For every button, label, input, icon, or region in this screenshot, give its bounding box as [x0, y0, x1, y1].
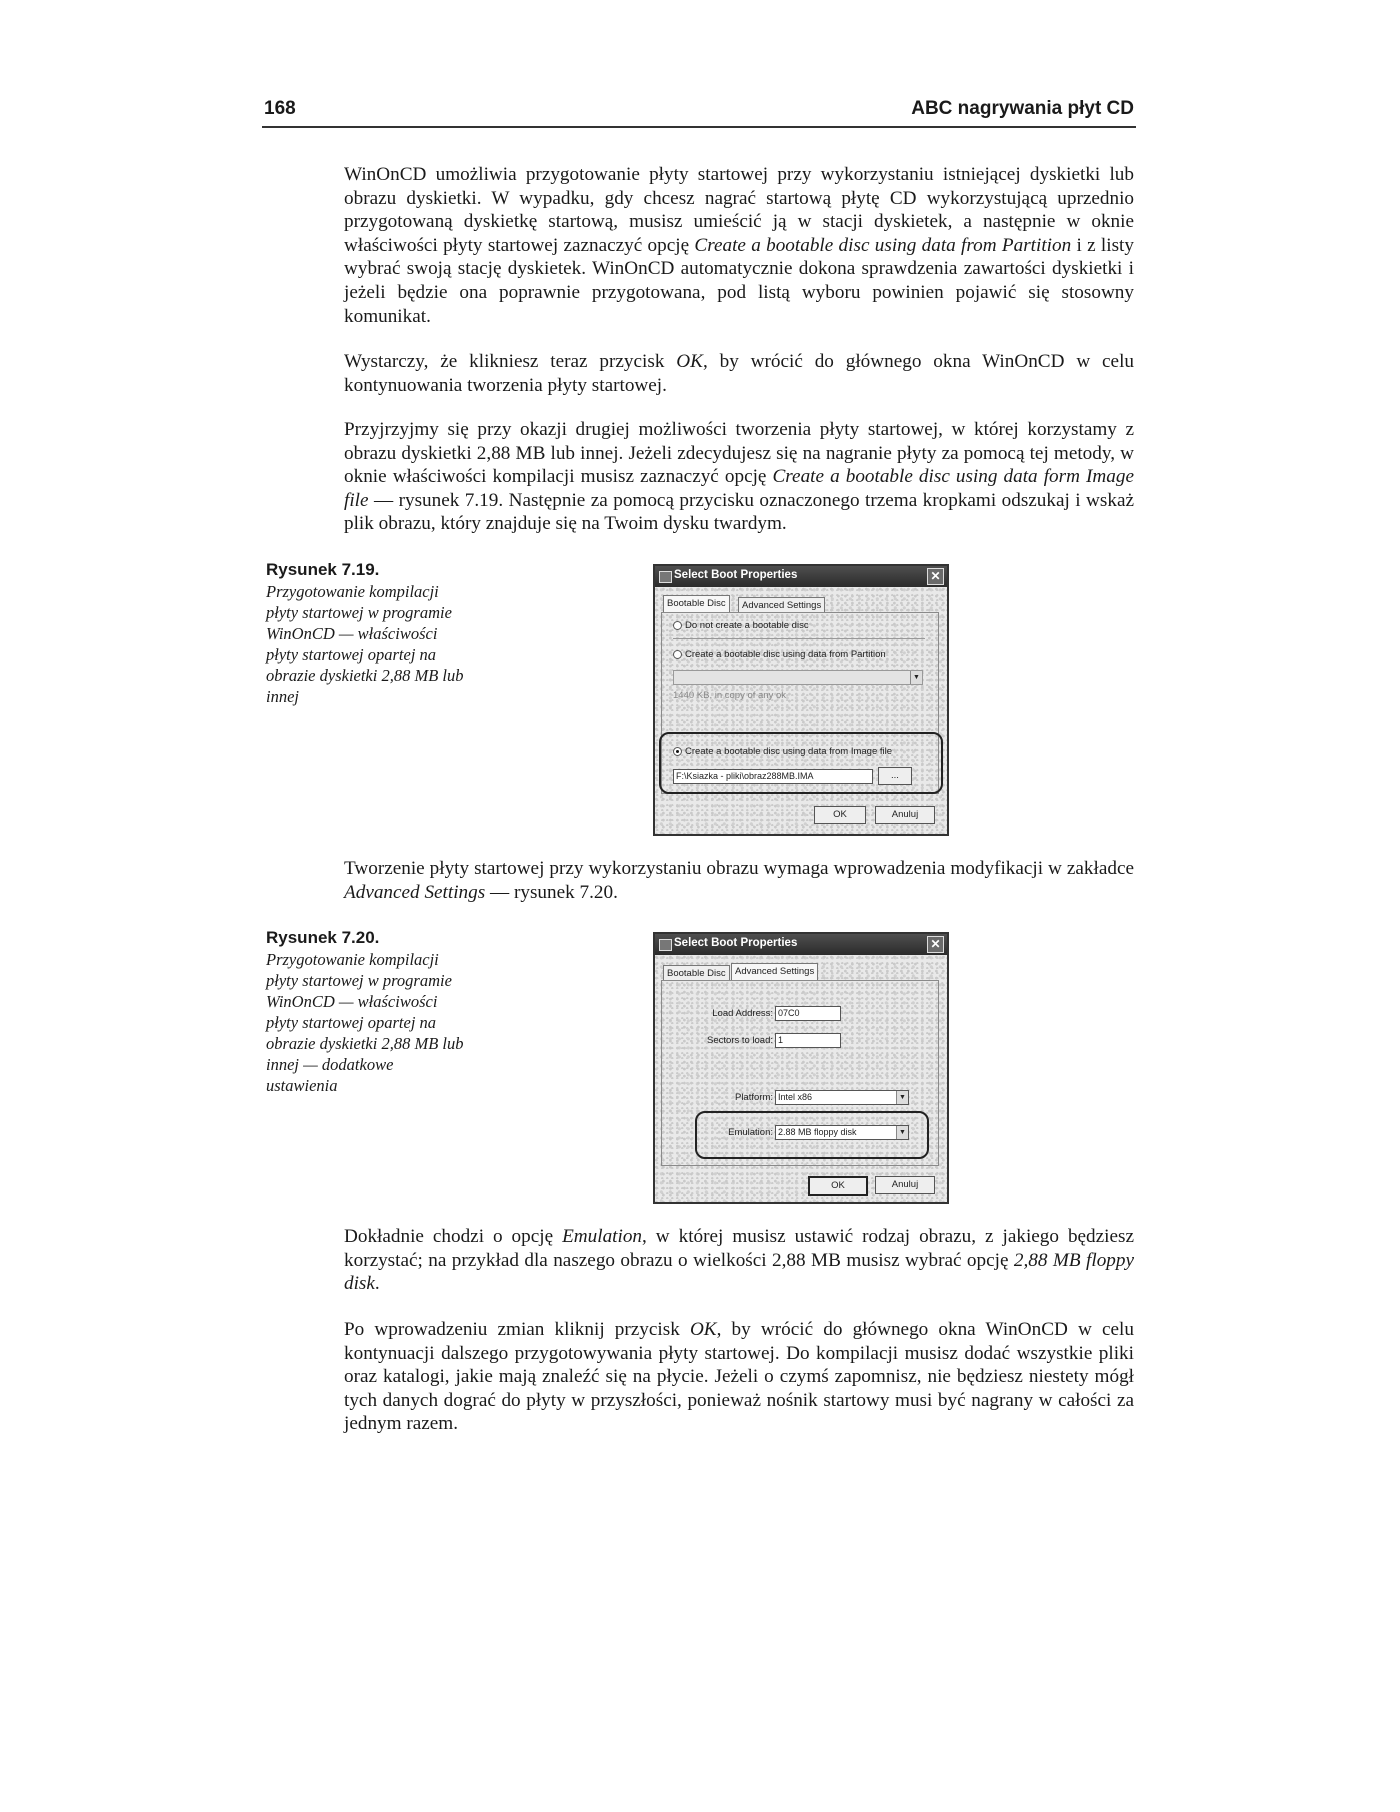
figure-label: Rysunek 7.20.: [266, 928, 380, 947]
close-button[interactable]: ✕: [927, 936, 944, 953]
platform-label: Platform:: [734, 1092, 773, 1103]
tab-advanced-settings[interactable]: Advanced Settings: [738, 597, 825, 613]
platform-select[interactable]: [775, 1090, 909, 1105]
load-address-input[interactable]: 07C0: [775, 1006, 841, 1021]
dialog-titlebar: [655, 566, 947, 587]
ok-button[interactable]: OK: [808, 1176, 868, 1196]
radio-icon: [673, 747, 682, 756]
option-partition[interactable]: [673, 649, 886, 660]
chevron-down-icon: ▼: [910, 671, 922, 684]
text-run: Po wprowadzeniu zmian kliknij przycisk: [344, 1319, 690, 1340]
italic-term: 2,88 MB floppy disk: [344, 1249, 1134, 1295]
boot-properties-dialog: [653, 932, 949, 1204]
dialog-title: Select Boot Properties: [674, 937, 798, 949]
text-run: , by wrócić do głównego okna WinOnCD w celu kontynuowania tworzenia płyty startowej.: [344, 351, 1134, 396]
tab-bootable-disc[interactable]: Bootable Disc: [663, 595, 730, 613]
running-header: [262, 98, 1136, 128]
text-run: , by wrócić do głównego okna WinOnCD w celu kontynuacji dalszego przygotowywania płyty startowej. Do kompilacji musisz dodać wszystkie pliki oraz katalogi, jakie mają znaleźć się na płycie. Jeżeli o czymś zapomnisz, nie będziesz niestety mógł tych danych dograć do płyty w przyszłości, ponieważ nośnik startowy musi być nagrany w całości za jednym razem.: [344, 1319, 1134, 1435]
text-run: , w której musisz ustawić rodzaj obrazu, z jakiego będziesz korzystać; na przykład dla naszego obrazu o wielkości 2,88 MB musisz wybrać opcję: [344, 1226, 1134, 1271]
figure-caption: [266, 560, 466, 707]
text-run: i z listy wybrać swoją stację dyskietek. WinOnCD automatycznie dokona sprawdzenia zawartości dyskietki i jeżeli będzie ona poprawnie przygotowana, pod listą wyboru powinien pojawić się stosowny komunikat.: [344, 234, 1134, 327]
italic-term: OK: [676, 351, 703, 372]
text-run: — rysunek 7.20.: [485, 881, 618, 903]
emulation-value: 2.88 MB floppy disk: [778, 1127, 857, 1137]
paragraph: [344, 418, 1134, 536]
tab-advanced-settings[interactable]: Advanced Settings: [731, 963, 818, 981]
boot-properties-dialog: [653, 564, 949, 836]
window-icon: [659, 571, 672, 583]
italic-term: Advanced Settings: [344, 881, 486, 903]
option-label: Do not create a bootable disc: [685, 620, 809, 631]
partition-info: 1440 KB, in copy of any ok: [673, 690, 787, 701]
paragraph: [344, 163, 1134, 328]
chevron-down-icon: ▼: [896, 1091, 908, 1104]
radio-icon: [673, 650, 682, 659]
emulation-label: Emulation:: [728, 1127, 773, 1138]
radio-icon: [673, 621, 682, 630]
text-run: Dokładnie chodzi o opcję: [344, 1226, 563, 1247]
cancel-button[interactable]: Anuluj: [875, 1176, 935, 1194]
browse-button[interactable]: ...: [878, 767, 912, 785]
text-run: WinOnCD umożliwia przygotowanie płyty startowej przy wykorzystaniu istniejącej dyskietki lub obrazu dyskietki. W wypadku, gdy chcesz nagrać startową płytę CD wykorzystującą uprzednio przygotowaną dyskietkę startową, musisz umieścić ją w stacji dyskietek, a następnie w oknie właściwości płyty startowej zaznaczyć opcję: [344, 164, 1134, 256]
option-label: Create a bootable disc using data from Partition: [685, 649, 886, 660]
text-run: Przyjrzyjmy się przy okazji drugiej możliwości tworzenia płyty startowej, w której korzystamy z obrazu dyskietki 2,88 MB lub innej. Jeżeli zdecydujesz się na nagranie płyty za pomocą tej metody, w oknie właściwości kompilacji musisz zaznaczyć opcję: [344, 419, 1134, 488]
option-image-file[interactable]: [673, 746, 892, 757]
dialog-title: Select Boot Properties: [674, 569, 798, 581]
sectors-to-load-input[interactable]: 1: [775, 1033, 841, 1048]
figure-caption: [266, 928, 466, 1096]
italic-term: Emulation: [562, 1226, 643, 1247]
tab-bootable-disc[interactable]: Bootable Disc: [663, 965, 730, 981]
text-run: .: [374, 1273, 380, 1295]
platform-value: Intel x86: [778, 1092, 813, 1102]
text-run: Wystarczy, że klikniesz teraz przycisk: [344, 351, 677, 372]
ok-button[interactable]: OK: [814, 806, 866, 824]
close-button[interactable]: ✕: [927, 568, 944, 585]
italic-term: OK: [689, 1319, 717, 1340]
figure-caption-text: Przygotowanie kompilacji płyty startowej w programie WinOnCD — właściwości płyty startowej opartej na obrazie dyskietki 2,88 MB lub innej — dodatkowe ustawienia: [266, 950, 464, 1095]
text-run: Tworzenie płyty startowej przy wykorzystaniu obrazu wymaga wprowadzenia modyfikacji w zakładce: [344, 858, 1134, 879]
book-title: ABC nagrywania płyt CD: [911, 98, 1134, 119]
dialog-titlebar: [655, 934, 947, 955]
page-number: 168: [264, 98, 296, 119]
divider: [673, 638, 925, 639]
partition-select[interactable]: [673, 670, 923, 685]
figure-caption-text: Przygotowanie kompilacji płyty startowej w programie WinOnCD — właściwości płyty startowej opartej na obrazie dyskietki 2,88 MB lub innej: [266, 582, 464, 706]
image-path-field[interactable]: F:\Ksiazka - pliki\obraz288MB.IMA: [673, 769, 873, 784]
text-run: — rysunek 7.19. Następnie za pomocą przycisku oznaczonego trzema kropkami odszukaj i wskaż plik obrazu, który znajduje się na Twoim dysku twardym.: [344, 489, 1134, 535]
option-no-boot[interactable]: [673, 620, 809, 631]
italic-term: Create a bootable disc using data from Partition: [694, 234, 1072, 256]
paragraph: [344, 857, 1134, 904]
window-icon: [659, 939, 672, 951]
italic-term: Create a bootable disc using data form Image file: [344, 466, 1134, 511]
emulation-select[interactable]: [775, 1125, 909, 1140]
paragraph: [344, 1318, 1134, 1436]
option-label: Create a bootable disc using data from Image file: [685, 746, 893, 757]
paragraph: [344, 350, 1134, 397]
cancel-button[interactable]: Anuluj: [875, 806, 935, 824]
sectors-to-load-label: Sectors to load:: [706, 1035, 773, 1046]
load-address-label: Load Address:: [712, 1008, 773, 1019]
figure-label: Rysunek 7.19.: [266, 560, 380, 579]
chevron-down-icon: ▼: [896, 1126, 908, 1139]
paragraph: [344, 1225, 1134, 1296]
